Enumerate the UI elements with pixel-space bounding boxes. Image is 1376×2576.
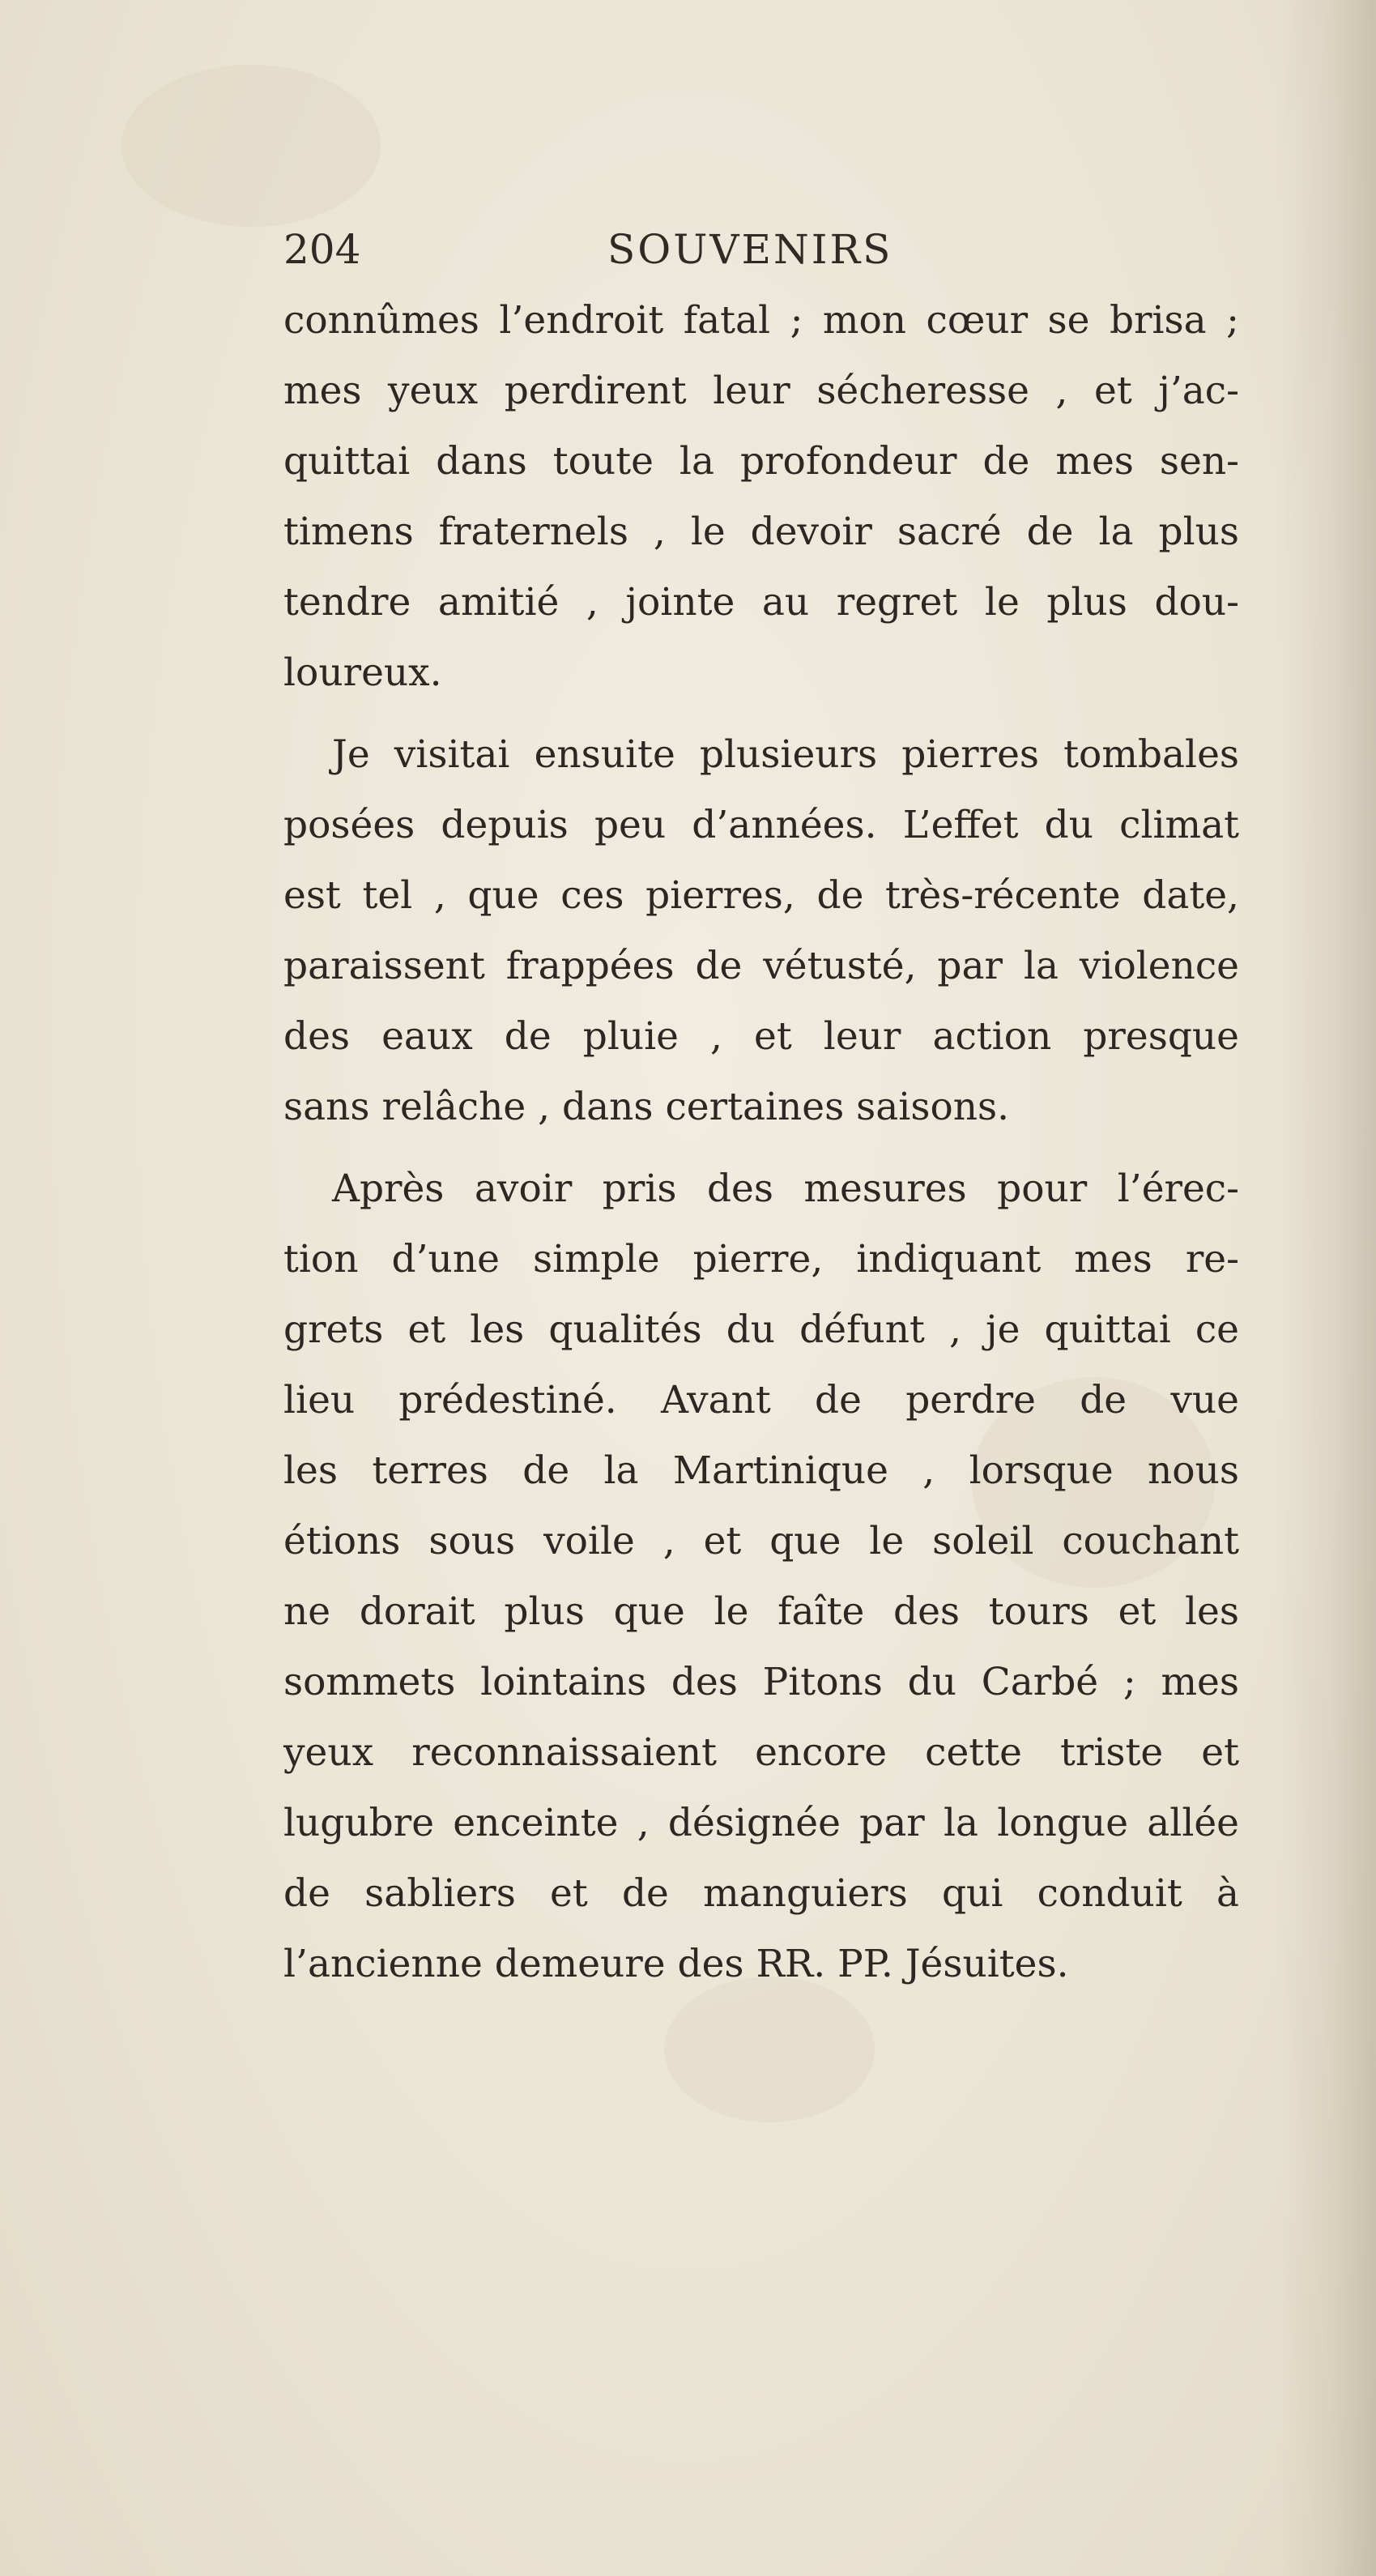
text-line: Je visitai ensuite plusieurs pierres tombales xyxy=(332,732,1239,777)
text-line: est tel , que ces pierres, de très-récente date, xyxy=(283,873,1239,918)
text-line: étions sous voile , et que le soleil couchant xyxy=(283,1519,1239,1563)
text-line: les terres de la Martinique , lorsque nous xyxy=(283,1448,1239,1493)
text-line: paraissent frappées de vétusté, par la violence xyxy=(283,944,1239,988)
text-line: tendre amitié , jointe au regret le plus dou- xyxy=(283,580,1239,625)
text-line: quittai dans toute la profondeur de mes sen- xyxy=(283,439,1239,484)
text-line: timens fraternels , le devoir sacré de la plus xyxy=(283,510,1239,554)
running-title: SOUVENIRS xyxy=(607,226,893,273)
text-line: Après avoir pris des mesures pour l’érec- xyxy=(332,1166,1239,1211)
text-line: mes yeux perdirent leur sécheresse , et j’ac- xyxy=(283,369,1239,413)
text-line: connûmes l’endroit fatal ; mon cœur se brisa ; xyxy=(283,298,1239,343)
paragraph-3 xyxy=(283,1154,1239,1999)
page-number: 204 xyxy=(283,226,361,273)
paragraph-1 xyxy=(283,285,1239,708)
text-line: des eaux de pluie , et leur action presque xyxy=(283,1014,1239,1059)
text-line: sommets lointains des Pitons du Carbé ; mes xyxy=(283,1660,1239,1704)
text-line: l’ancienne demeure des RR. PP. Jésuites. xyxy=(283,1942,1069,1986)
running-head xyxy=(283,217,1239,282)
page-gutter-shadow xyxy=(1279,0,1376,2576)
paper-stain xyxy=(121,65,381,227)
text-line: posées depuis peu d’années. L’effet du climat xyxy=(283,803,1239,847)
text-line: tion d’une simple pierre, indiquant mes re- xyxy=(283,1237,1239,1282)
text-line: de sabliers et de manguiers qui conduit à xyxy=(283,1871,1239,1916)
text-line: grets et les qualités du défunt , je quittai ce xyxy=(283,1307,1239,1352)
text-line: ne dorait plus que le faîte des tours et les xyxy=(283,1589,1239,1634)
body-text xyxy=(283,285,1239,1999)
text-line: sans relâche , dans certaines saisons. xyxy=(283,1085,1010,1129)
paragraph-2 xyxy=(283,719,1239,1142)
text-line: lugubre enceinte , désignée par la longue allée xyxy=(283,1801,1239,1845)
text-line: loureux. xyxy=(283,650,442,695)
text-line: yeux reconnaissaient encore cette triste et xyxy=(283,1730,1239,1775)
text-line: lieu prédestiné. Avant de perdre de vue xyxy=(283,1378,1239,1422)
